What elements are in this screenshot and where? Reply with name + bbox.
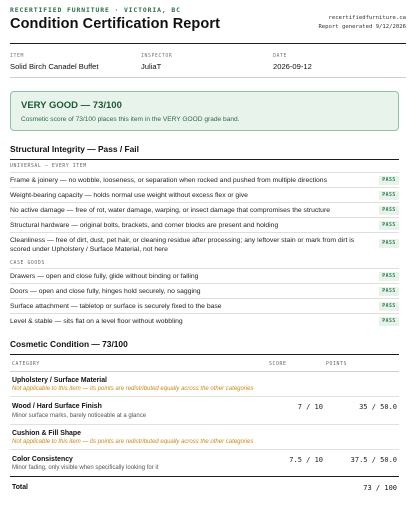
header-info bbox=[318, 14, 406, 32]
cosmetic-row bbox=[10, 450, 399, 476]
meta-inspector bbox=[141, 54, 172, 71]
total-value: 73 / 100 bbox=[363, 484, 397, 492]
generated-date: Report generated 9/12/2026 bbox=[318, 24, 406, 30]
meta-inspector-label: INSPECTOR bbox=[141, 54, 173, 59]
category-score: 7.5 / 10 bbox=[289, 456, 323, 464]
total-row bbox=[10, 476, 399, 498]
meta-item-label: ITEM bbox=[10, 54, 24, 59]
category-name: Color Consistency bbox=[12, 456, 73, 463]
col-category: CATEGORY bbox=[12, 362, 40, 367]
check-text: Doors — open and close fully, hinges hold securely, no sagging bbox=[10, 288, 201, 295]
check-text: Frame & joinery — no wobble, looseness, or separation when rocked and pushed from multiple directions bbox=[10, 177, 327, 184]
brand-line: RECERTIFIED FURNITURE · VICTORIA, BC bbox=[10, 6, 181, 14]
category-note: Minor surface marks, barely noticeable at a glance bbox=[12, 413, 147, 419]
col-score: SCORE bbox=[269, 362, 287, 367]
meta-date-label: DATE bbox=[273, 54, 287, 59]
report-title: Condition Certification Report bbox=[10, 16, 221, 32]
meta-item-value: Solid Birch Canadel Buffet bbox=[10, 62, 99, 71]
cosmetic-table-header bbox=[10, 360, 399, 372]
case-goods-subheading: CASE GOODS bbox=[10, 261, 45, 266]
meta-date-value: 2026-09-12 bbox=[273, 62, 312, 71]
integrity-row bbox=[10, 202, 399, 217]
category-note: Minor fading, only visible when specifically looking for it bbox=[12, 465, 159, 471]
category-points: 35 / 50.0 bbox=[359, 403, 397, 411]
pass-badge: PASS bbox=[379, 191, 399, 200]
universal-subheading: UNIVERSAL — EVERY ITEM bbox=[10, 164, 87, 169]
check-text: Cleanliness — free of dirt, dust, pet hair, or cleaning residue after processing; any leftover stain or mark from dirt is scored under Upholstery / Surface Material, not here bbox=[10, 237, 355, 253]
cosmetic-row bbox=[10, 425, 399, 450]
pass-badge: PASS bbox=[379, 176, 399, 185]
integrity-row bbox=[10, 217, 399, 232]
cosmetic-row bbox=[10, 397, 399, 425]
grade-title: VERY GOOD — 73/100 bbox=[21, 100, 122, 111]
category-name: Cushion & Fill Shape bbox=[12, 430, 81, 437]
integrity-row bbox=[10, 268, 399, 283]
category-points: 37.5 / 50.0 bbox=[350, 456, 397, 464]
integrity-row bbox=[10, 283, 399, 298]
check-text: Surface attachment — tabletop or surface is securely fixed to the base bbox=[10, 303, 222, 310]
cosmetic-heading: Cosmetic Condition — 73/100 bbox=[10, 339, 399, 355]
integrity-row bbox=[10, 298, 399, 313]
category-na-note: Not applicable to this item — its points are redistributed equally across the other categories bbox=[12, 439, 254, 445]
meta-date bbox=[273, 54, 312, 71]
pass-badge: PASS bbox=[379, 302, 399, 311]
grade-banner bbox=[10, 91, 399, 131]
pass-badge: PASS bbox=[379, 206, 399, 215]
integrity-heading: Structural Integrity — Pass / Fail bbox=[10, 144, 399, 160]
pass-badge: PASS bbox=[379, 317, 399, 326]
meta-item bbox=[10, 54, 99, 71]
grade-summary: Cosmetic score of 73/100 places this item in the VERY GOOD grade band. bbox=[21, 116, 240, 123]
col-points: POINTS bbox=[326, 362, 347, 367]
integrity-row bbox=[10, 187, 399, 202]
cosmetic-row bbox=[10, 372, 399, 397]
category-na-note: Not applicable to this item — its points are redistributed equally across the other categories bbox=[12, 386, 254, 392]
pass-badge: PASS bbox=[379, 239, 399, 248]
pass-badge: PASS bbox=[379, 272, 399, 281]
check-text: No active damage — free of rot, water damage, warping, or insect damage that compromises the structure bbox=[10, 207, 330, 214]
category-score: 7 / 10 bbox=[297, 403, 323, 411]
meta-inspector-value: JuliaT bbox=[141, 62, 162, 71]
pass-badge: PASS bbox=[379, 287, 399, 296]
integrity-row bbox=[10, 313, 399, 328]
check-text: Structural hardware — original bolts, brackets, and corner blocks are present and holding bbox=[10, 222, 279, 229]
check-text: Drawers — open and close fully, glide without binding or falling bbox=[10, 273, 199, 280]
integrity-row bbox=[10, 232, 399, 256]
check-text: Weight-bearing capacity — holds normal use weight without excess flex or give bbox=[10, 192, 248, 199]
site-url: recertifiedfurniture.ca bbox=[328, 15, 406, 21]
pass-badge: PASS bbox=[379, 221, 399, 230]
total-label: Total bbox=[12, 484, 28, 491]
check-text: Level & stable — sits flat on a level floor without wobbling bbox=[10, 318, 183, 325]
integrity-row bbox=[10, 172, 399, 187]
item-meta bbox=[10, 44, 406, 78]
category-name: Upholstery / Surface Material bbox=[12, 377, 107, 384]
report-header bbox=[10, 0, 406, 44]
category-name: Wood / Hard Surface Finish bbox=[12, 403, 102, 410]
